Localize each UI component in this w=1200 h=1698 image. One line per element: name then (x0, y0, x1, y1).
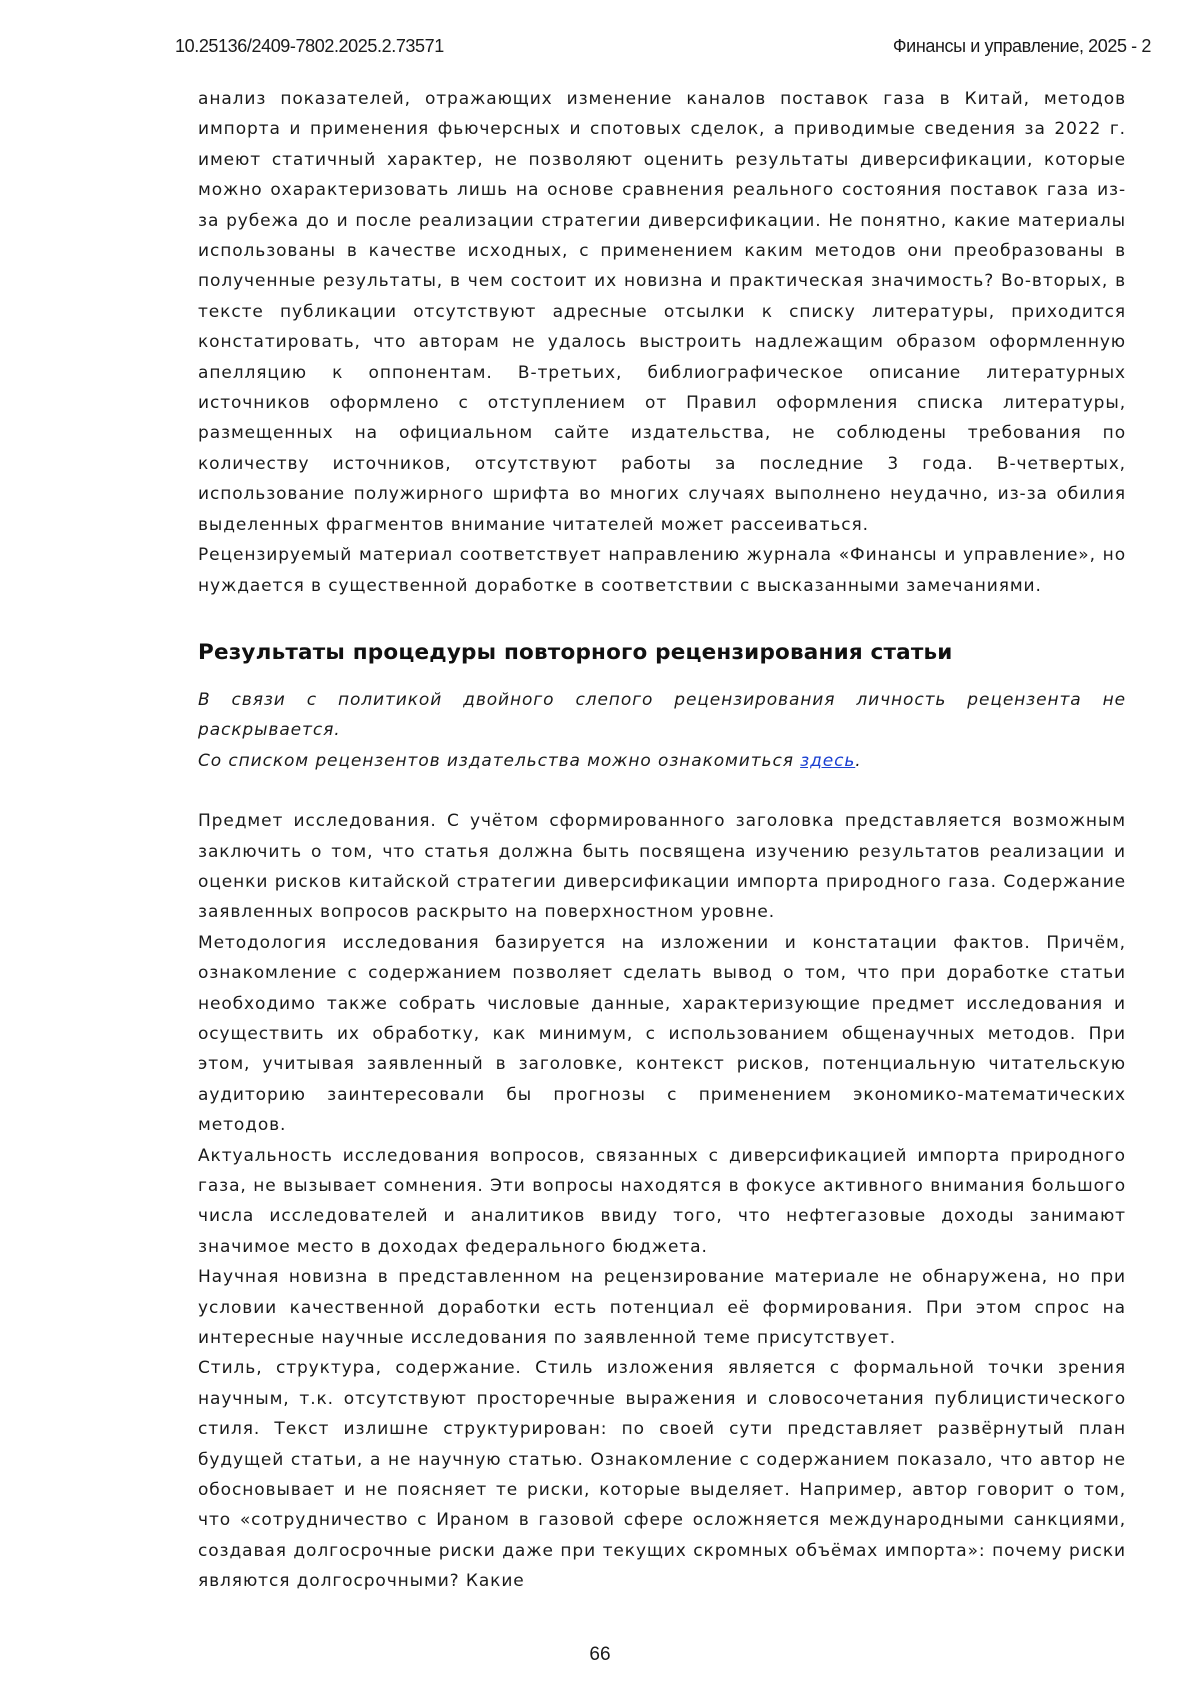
reviewer-note-suffix: . (855, 750, 862, 771)
reviewer-note-line-1: В связи с политикой двойного слепого рецензирования личность рецензента не раскрывается. (198, 689, 1126, 741)
intro-paragraph-2: Рецензируемый материал соответствует направлению журнала «Финансы и управление», но нуждается в существенной доработке в соответствии с высказанными замечаниями. (198, 545, 1126, 596)
reviewer-note (198, 685, 1126, 776)
journal-header: Финансы и управление, 2025 - 2 (892, 36, 1151, 56)
review-body (198, 806, 1126, 1597)
review-paragraph-style: Стиль, структура, содержание. Стиль изложения является с формальной точки зрения научным, т.к. отсутствуют просторечные выражения и словосочетания публицистического стиля. Текст излишне структурирован: по своей сути представляет развёрнутый план будущей статьи, а не научную статью. Ознакомление с содержанием показало, что автор не обосновывает и не поясняет те риски, которые выделяет. Например, автор говорит о том, что «сотрудничество с Ираном в газовой сфере осложняется международными санкциями, создавая долгосрочные риски даже при текущих скромных объёмах импорта»: почему риски являются долгосрочными? Какие (198, 1358, 1126, 1592)
review-paragraph-subject: Предмет исследования. С учётом сформированного заголовка представляется возможным заключить о том, что статья должна быть посвящена изучению результатов реализации и оценки рисков китайской стратегии диверсификации импорта природного газа. Содержание заявленных вопросов раскрыто на поверхностном уровне. (198, 811, 1126, 923)
review-paragraph-relevance: Актуальность исследования вопросов, связанных с диверсификацией импорта природного газа, не вызывает сомнения. Эти вопросы находятся в фокусе активного внимания большого числа исследователей и аналитиков ввиду того, что нефтегазовые доходы занимают значимое место в доходах федерального бюджета. (198, 1145, 1126, 1257)
section-title: Результаты процедуры повторного рецензирования статьи (198, 639, 953, 665)
reviewer-note-prefix: Со списком рецензентов издательства можно ознакомиться (198, 750, 801, 771)
page-content (198, 84, 1126, 1597)
doi-header: 10.25136/2409-7802.2025.2.73571 (175, 36, 444, 56)
review-paragraph-novelty: Научная новизна в представленном на рецензирование материале не обнаружена, но при условии качественной доработки есть потенциал её формирования. При этом спрос на интересные научные исследования по заявленной теме присутствует. (198, 1267, 1126, 1349)
review-paragraph-methodology: Методология исследования базируется на изложении и констатации фактов. Причём, ознакомление с содержанием позволяет сделать вывод о том, что при доработке статьи необходимо также собрать числовые данные, характеризующие предмет исследования и осуществить их обработку, как минимум, с использованием общенаучных методов. При этом, учитывая заявленный в заголовке, контекст рисков, потенциальную читательскую аудиторию заинтересовали бы прогнозы с применением экономико-математических методов. (198, 932, 1126, 1136)
reviewer-note-line-2 (198, 746, 1126, 776)
page-number: 66 (589, 1644, 611, 1665)
reviewers-list-link[interactable]: здесь (800, 750, 856, 771)
intro-paragraph-1: анализ показателей, отражающих изменение каналов поставок газа в Китай, методов импорта и применения фьючерсных и спотовых сделок, а приводимые сведения за 2022 г. имеют статичный характер, не позволяют оценить результаты диверсификации, которые можно охарактеризовать лишь на основе сравнения реального состояния поставок газа из-за рубежа до и после реализации стратегии диверсификации. Не понятно, какие материалы использованы в качестве исходных, с применением каким методов они преобразованы в полученные результаты, в чем состоит их новизна и практическая значимость? Во-вторых, в тексте публикации отсутствуют адресные отсылки к списку литературы, приходится констатировать, что авторам не удалось выстроить надлежащим образом оформленную апелляцию к оппонентам. В-третьих, библиографическое описание литературных источников оформлено с отступлением от Правил оформления списка литературы, размещенных на официальном сайте издательства, не соблюдены требования по количеству источников, отсутствуют работы за последние 3 года. В-четвертых, использование полужирного шрифта во многих случаях выполнено неудачно, из-за обилия выделенных фрагментов внимание читателей может рассеиваться. (198, 89, 1126, 535)
